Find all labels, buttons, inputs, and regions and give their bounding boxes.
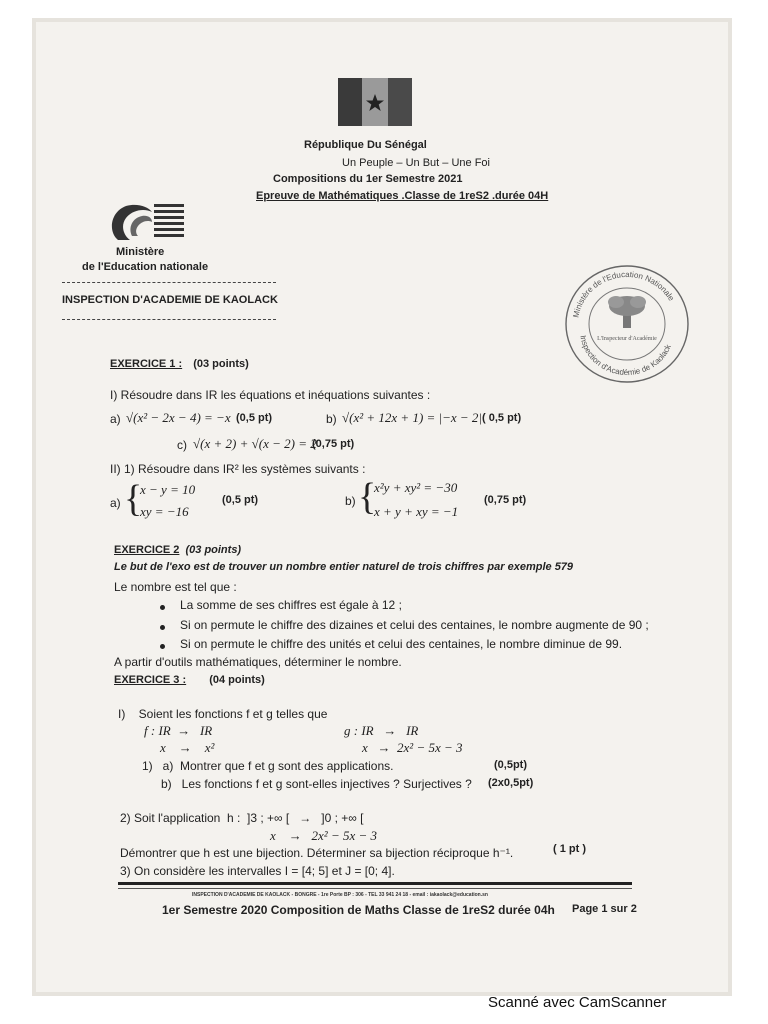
- ministry-label-2: de l'Education nationale: [82, 261, 209, 273]
- ex1-a-points: (0,5 pt): [236, 412, 273, 424]
- footer-rule-thin: [118, 888, 632, 889]
- bullet-icon: [160, 644, 165, 649]
- ex2-title: EXERCICE 2: [114, 544, 180, 556]
- ex3-q2-text: Démontrer que h est une bijection. Déterminer sa bijection réciproque h⁻¹.: [120, 846, 514, 860]
- system-a-label: a): [110, 496, 121, 510]
- country-name: République Du Sénégal: [304, 139, 427, 151]
- footer-contact: INSPECTION D'ACADEMIE DE KAOLACK - BONGRE - 1re Porte BP : 306 - TEL 33 941 24 18 - email : iakaolack@education.sn: [192, 892, 488, 898]
- baobab-tree-icon: [608, 296, 646, 328]
- ex1-a-label: a): [110, 412, 121, 426]
- ex3-q1b: b) Les fonctions f et g sont-elles injectives ? Surjectives ?: [161, 777, 472, 791]
- ministry-label-1: Ministère: [116, 246, 165, 258]
- system-a-eq2: xy = −16: [140, 504, 189, 519]
- ex3-q2: 2) Soit l'application h : ]3 ; +∞ [ → ]0 ; +∞ [: [120, 811, 364, 825]
- footer-rule: [118, 882, 632, 885]
- system-a-eq1: x − y = 10: [140, 482, 196, 497]
- divider: [62, 319, 276, 320]
- ex2-goal: Le but de l'exo est de trouver un nombre entier naturel de trois chiffres par exemple 579: [114, 561, 574, 573]
- system-b-label: b): [345, 494, 356, 508]
- g-definition-line1: g : IR → IR: [344, 723, 419, 738]
- ex3-q1a: 1) a) Montrer que f et g sont des applications.: [142, 759, 394, 773]
- ex1-b-label: b): [326, 412, 337, 426]
- system-b-eq1: x²y + xy² = −30: [374, 480, 458, 495]
- ex1-points: (03 points): [193, 358, 249, 370]
- divider: [62, 282, 276, 283]
- system-a-points: (0,5 pt): [222, 494, 259, 506]
- system-b-brace: {: [358, 476, 377, 518]
- g-definition-line2: x → 2x² − 5x − 3: [362, 740, 463, 755]
- ex3-q1b-points: (2x0,5pt): [488, 777, 534, 789]
- footer-title: 1er Semestre 2020 Composition de Maths Classe de 1reS2 durée 04h: [162, 903, 555, 917]
- ex1-part2: II) 1) Résoudre dans IR² les systèmes suivants :: [110, 462, 366, 476]
- stamp-text-bottom: Inspection d'Académie de Kaolack: [578, 334, 673, 378]
- ex3-q2-points: ( 1 pt ): [553, 843, 586, 855]
- national-motto: Un Peuple – Un But – Une Foi: [342, 157, 490, 169]
- official-stamp: [562, 262, 692, 386]
- ex1-c-points: (0,75 pt): [312, 438, 355, 450]
- camscanner-watermark: Scanné avec CamScanner: [488, 994, 667, 1011]
- ex3-q3: 3) On considère les intervalles I = [4; 5] et J = [0; 4].: [120, 864, 395, 878]
- ex1-part1: I) Résoudre dans IR les équations et inéquations suivantes :: [110, 388, 431, 402]
- senegal-flag-icon: [338, 78, 412, 126]
- ex2-condition-2: Si on permute le chiffre des dizaines et celui des centaines, le nombre augmente de 90 ;: [180, 618, 649, 632]
- ex3-points: (04 points): [209, 674, 265, 686]
- page-number: Page 1 sur 2: [572, 903, 637, 915]
- stamp-inner-text: L'Inspecteur d'Académie: [597, 336, 657, 342]
- exam-title: Epreuve de Mathématiques .Classe de 1reS2 .durée 04H: [256, 190, 549, 202]
- system-b-points: (0,75 pt): [484, 494, 527, 506]
- system-b-eq2: x + y + xy = −1: [374, 504, 459, 519]
- ex1-b-points: ( 0,5 pt): [482, 412, 522, 424]
- ex3-q1a-points: (0,5pt): [494, 759, 527, 771]
- ex2-conclusion: A partir d'outils mathématiques, déterminer le nombre.: [114, 655, 402, 669]
- bullet-icon: [160, 605, 165, 610]
- inspection-name: INSPECTION D'ACADEMIE DE KAOLACK: [62, 294, 278, 306]
- ex2-intro: Le nombre est tel que :: [114, 580, 237, 594]
- bullet-icon: [160, 625, 165, 630]
- h-mapping: x → 2x² − 5x − 3: [270, 828, 378, 843]
- ex2-condition-1: La somme de ses chiffres est égale à 12 ;: [180, 598, 402, 612]
- ex1-c-expr: √(x + 2) + √(x − 2) = 2: [193, 436, 317, 451]
- system-a-brace: {: [124, 478, 143, 520]
- session-title: Compositions du 1er Semestre 2021: [273, 173, 463, 185]
- ex1-b-expr: √(x² + 12x + 1) = |−x − 2|: [342, 410, 483, 425]
- ex2-points: (03 points): [185, 544, 242, 556]
- ex3-part1: I) Soient les fonctions f et g telles que: [118, 707, 328, 721]
- ex1-title: EXERCICE 1 :: [110, 358, 183, 370]
- ex1-a-expr: √(x² − 2x − 4) = −x: [126, 410, 231, 425]
- ex3-title: EXERCICE 3 :: [114, 674, 187, 686]
- ex1-c-label: c): [177, 438, 187, 452]
- f-definition-line1: f : IR → IR: [144, 723, 213, 738]
- f-definition-line2: x → x²: [160, 740, 215, 755]
- ex2-condition-3: Si on permute le chiffre des unités et celui des centaines, le nombre diminue de 99.: [180, 637, 623, 651]
- stamp-text-top: Ministère de l'Education Nationale: [571, 270, 676, 319]
- ministry-logo-icon: [104, 200, 186, 244]
